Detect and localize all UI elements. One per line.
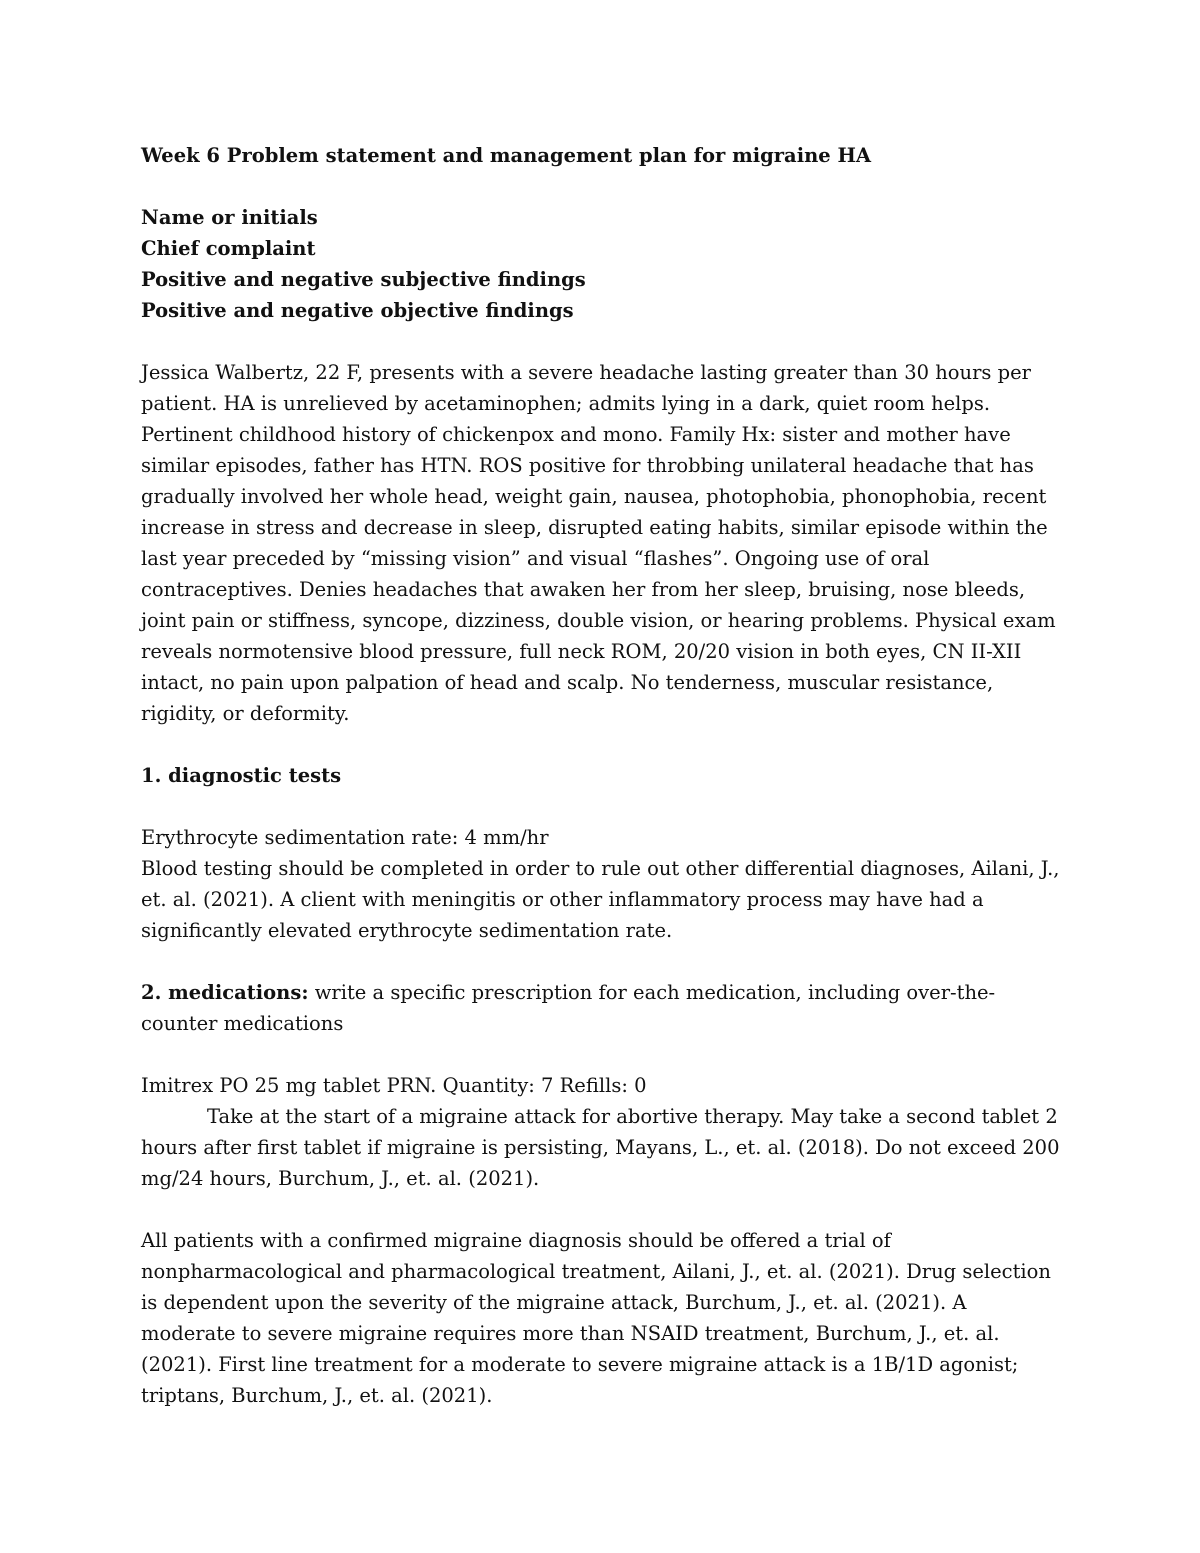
medications-instructions-text: write a specific prescription for each medication, including over-the-counter medications bbox=[141, 981, 996, 1035]
prescription-line: Imitrex PO 25 mg tablet PRN. Quantity: 7 Refills: 0 bbox=[141, 1074, 647, 1097]
spacer bbox=[141, 171, 1066, 202]
case-paragraph: Jessica Walbertz, 22 F, presents with a severe headache lasting greater than 30 hours per patient. HA is unrelieved by acetaminophen; admits lying in a dark, quiet room helps. Pertinent childhood history of chickenpox and mono. Family Hx: sister and mother have similar episodes, father has HTN. ROS positive for throbbing unilateral headache that has gradually involved her whole head, weight gain, nausea, photophobia, phonophobia, recent increase in stress and decrease in sleep, disrupted eating habits, similar episode within the last year preceded by “missing vision” and visual “flashes”. Ongoing use of oral contraceptives. Denies headaches that awaken her from her sleep, bruising, nose bleeds, joint pain or stiffness, syncope, dizziness, double vision, or hearing problems. Physical exam reveals normotensive blood pressure, full neck ROM, 20/20 vision in both eyes, CN II-XII intact, no pain upon palpation of head and scalp. No tenderness, muscular resistance, rigidity, or deformity. bbox=[141, 361, 1056, 725]
spacer bbox=[141, 946, 1066, 977]
diagnostic-explanation: Blood testing should be completed in order to rule out other differential diagnoses, Ailani, J., et. al. (2021). A client with meningitis or other inflammatory process may have had a significantly elevated erythrocyte sedimentation rate. bbox=[141, 857, 1060, 942]
header-item-name: Name or initials bbox=[141, 206, 318, 229]
header-item-objective-findings: Positive and negative objective findings bbox=[141, 299, 574, 322]
section-heading-diagnostic-tests: 1. diagnostic tests bbox=[141, 764, 342, 787]
spacer bbox=[141, 326, 1066, 357]
document-body bbox=[141, 140, 1066, 1411]
header-item-chief-complaint: Chief complaint bbox=[141, 237, 316, 260]
document-title: Week 6 Problem statement and management plan for migraine HA bbox=[141, 144, 872, 167]
spacer bbox=[141, 729, 1066, 760]
spacer bbox=[141, 1039, 1066, 1070]
spacer bbox=[141, 791, 1066, 822]
prescription-instructions: Take at the start of a migraine attack for abortive therapy. May take a second tablet 2 hours after first tablet if migraine is persisting, Mayans, L., et. al. (2018). Do not exceed 200 mg/24 hours, Burchum, J., et. al. (2021). bbox=[141, 1105, 1060, 1190]
spacer bbox=[141, 1194, 1066, 1225]
medications-label: 2. medications: bbox=[141, 981, 309, 1004]
esr-result: Erythrocyte sedimentation rate: 4 mm/hr bbox=[141, 826, 549, 849]
section-heading-medications bbox=[141, 977, 1066, 1039]
header-item-subjective-findings: Positive and negative subjective findings bbox=[141, 268, 586, 291]
treatment-discussion: All patients with a confirmed migraine diagnosis should be offered a trial of nonpharmacological and pharmacological treatment, Ailani, J., et. al. (2021). Drug selection is dependent upon the severity of the migraine attack, Burchum, J., et. al. (2021). A moderate to severe migraine requires more than NSAID treatment, Burchum, J., et. al. (2021). First line treatment for a moderate to severe migraine attack is a 1B/1D agonist; triptans, Burchum, J., et. al. (2021). bbox=[141, 1229, 1051, 1407]
